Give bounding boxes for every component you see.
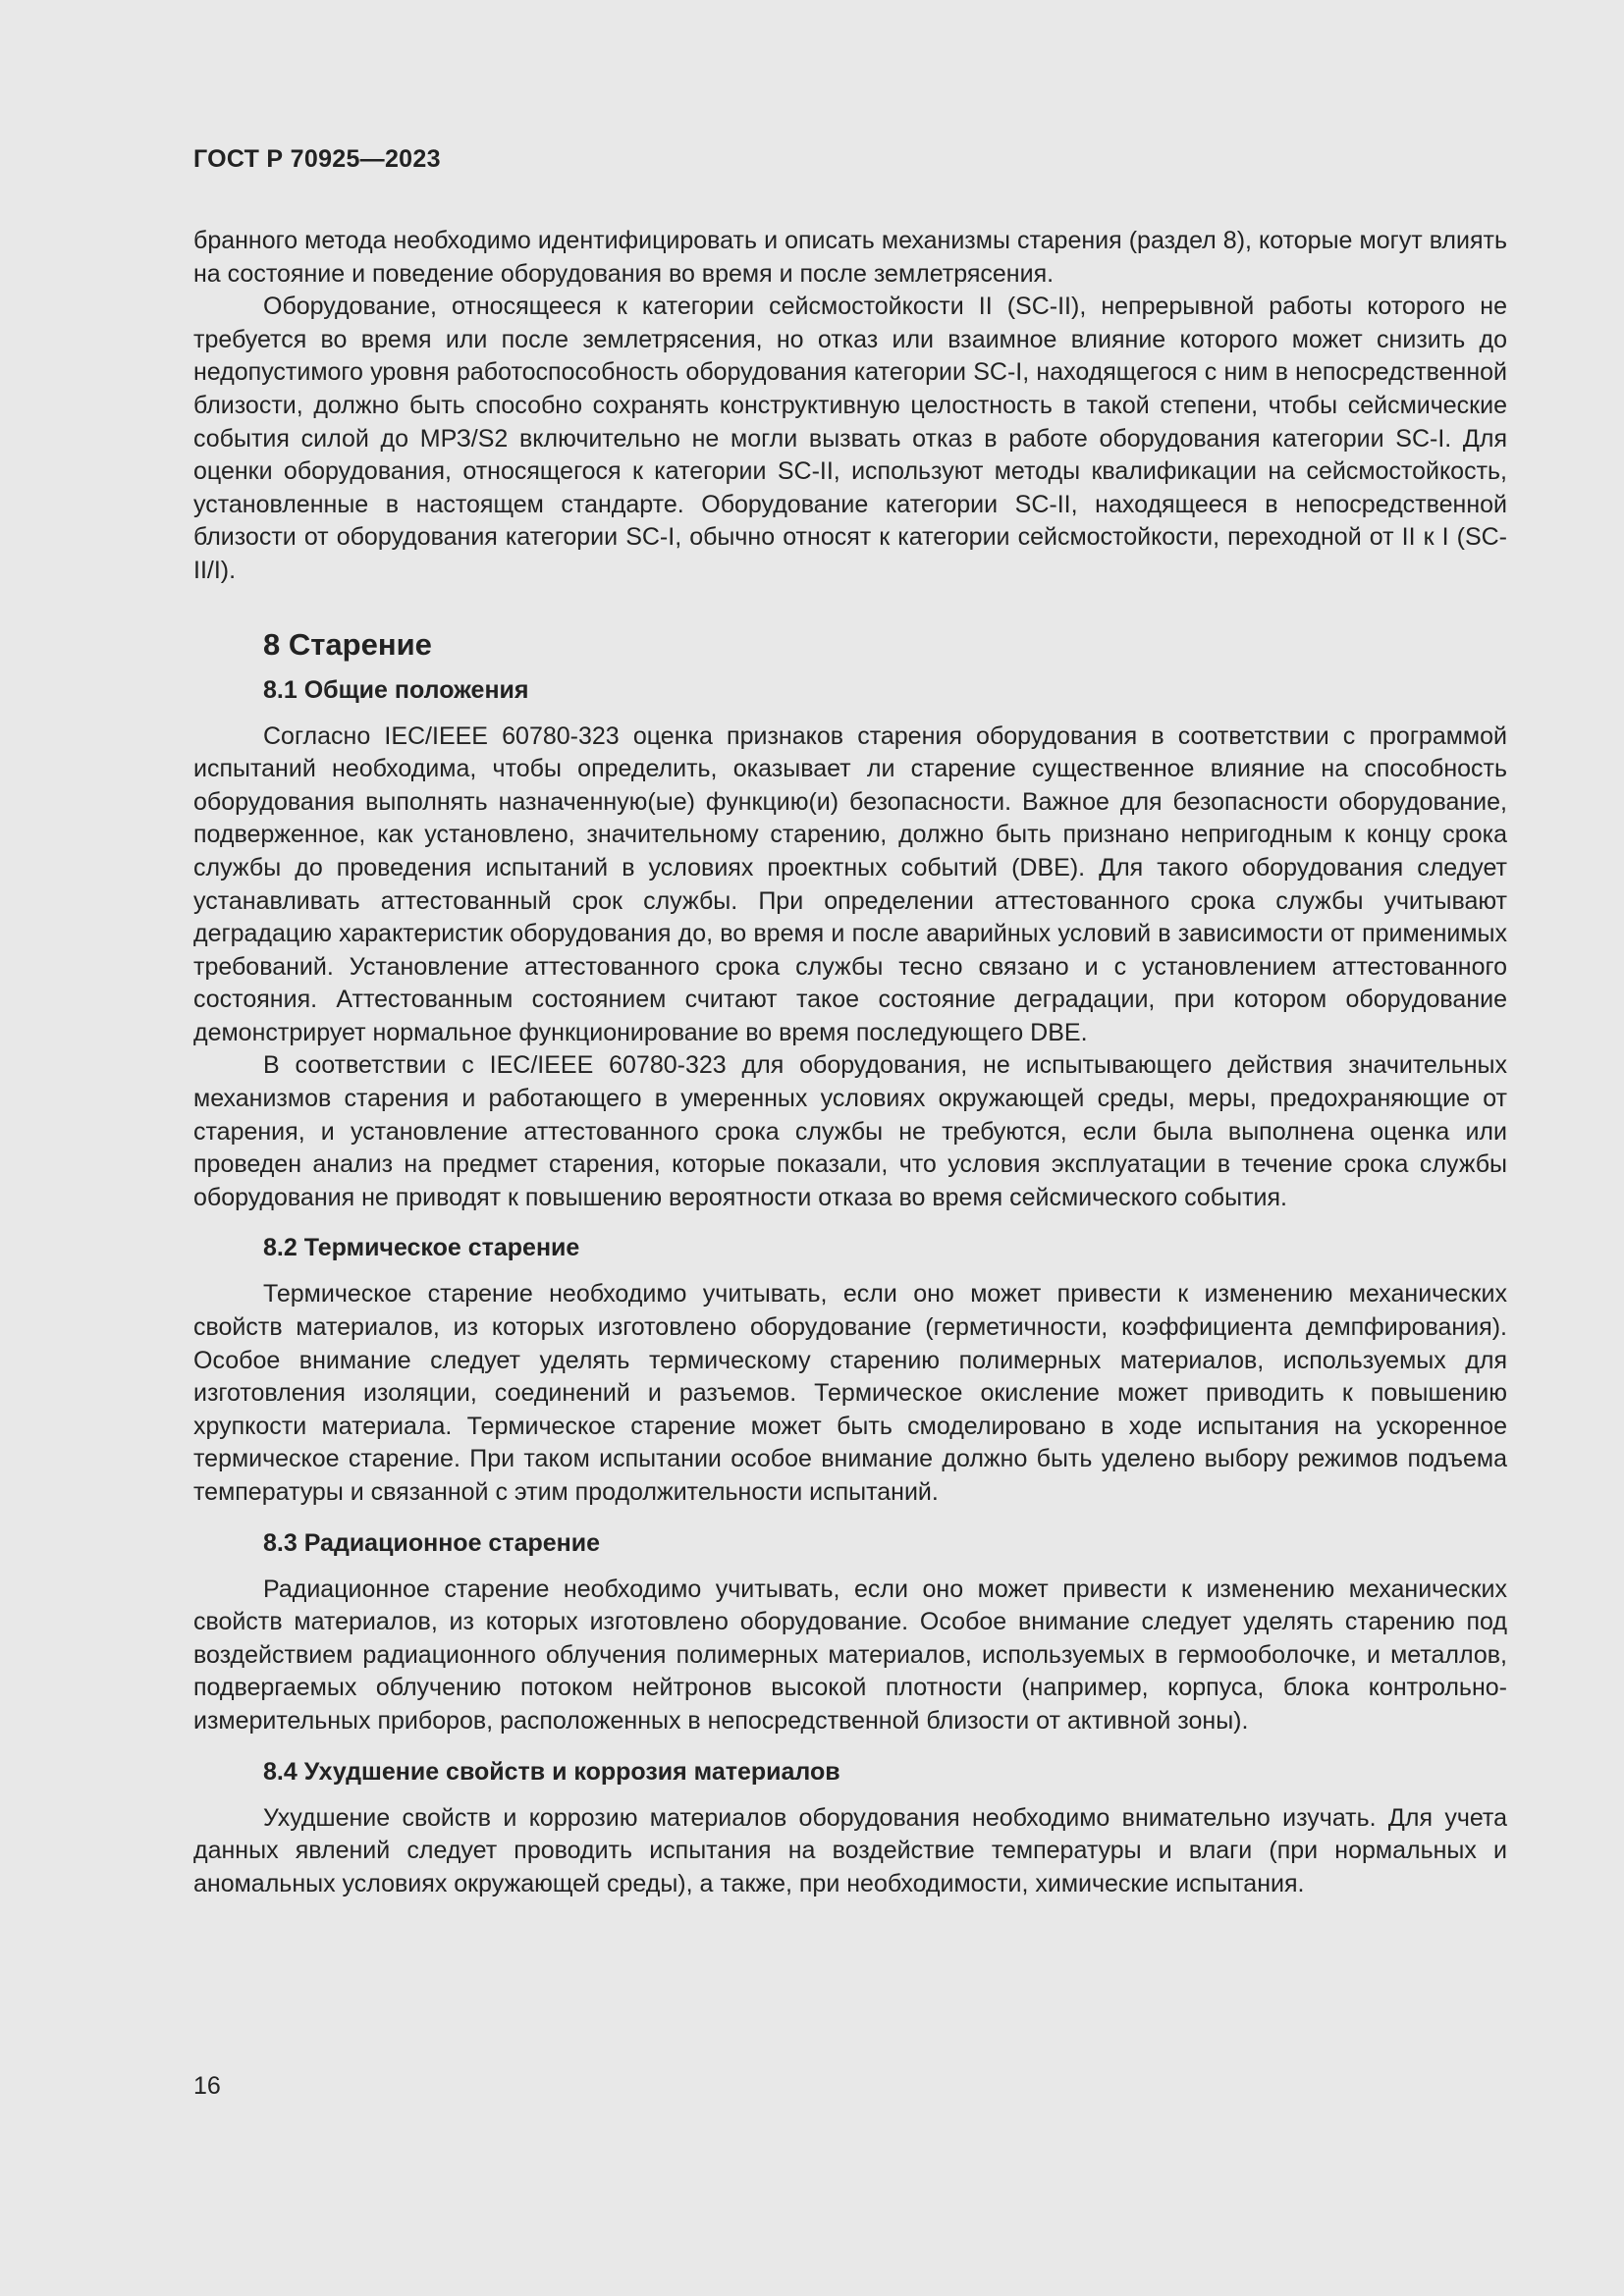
paragraph-continuation: бранного метода необходимо идентифицировать и описать механизмы старения (раздел 8), которые могут влиять на состояние и поведение оборудования во время и после землетрясения. [193,227,1507,288]
subsection-title-general: 8.1 Общие положения [263,675,529,704]
subsection-title-radiation: 8.3 Радиационное старение [263,1528,601,1557]
paragraph-general-2: В соответствии с IEC/IEEE 60780-323 для оборудования, не испытывающего действия значительных механизмов старения и работающего в умеренных условиях окружающей среды, меры, предохраняющие от старения, и установление аттестованного срока службы не требуются, если была выполнена оценка или проведен анализ на предмет старения, которые показали, что условия эксплуатации в течение срока службы оборудования не приводят к повышению вероятности отказа во время сейсмического события. [193,1051,1507,1211]
paragraph-thermal: Термическое старение необходимо учитывать, если оно может привести к изменению механических свойств материалов, из которых изготовлено оборудование (герметичности, коэффициента демпфирования). Особое внимание следует уделять термическому старению полимерных материалов, используемых для изготовления изоляции, соединений и разъемов. Термическое окисление может приводить к повышению хрупкости материала. Термическое старение может быть смоделировано в ходе испытания на ускоренное термическое старение. При таком испытании особое внимание должно быть уделено выбору режимов подъема температуры и связанной с этим продолжительности испытаний. [193,1280,1507,1506]
page-number: 16 [193,2072,221,2100]
paragraph-general-1: Согласно IEC/IEEE 60780-323 оценка признаков старения оборудования в соответствии с программой испытаний необходима, чтобы определить, оказывает ли старение существенное влияние на способность оборудования выполнять назначенную(ые) функцию(и) безопасности. Важное для безопасности оборудование, подверженное, как установлено, значительному старению, должно быть признано непригодным к концу срока службы до проведения испытаний в условиях проектных событий (DBE). Для такого оборудования следует устанавливать аттестованный срок службы. При определении аттестованного срока службы учитывают деградацию характеристик оборудования до, во время и после аварийных условий в зависимости от применимых требований. Установление аттестованного срока службы тесно связано и с установлением аттестованного состояния. Аттестованным состоянием считают такое состояние деградации, при котором оборудование демонстрирует нормальное функционирование во время последующего DBE. [193,721,1507,1046]
subsection-title-thermal: 8.2 Термическое старение [263,1234,580,1262]
paragraph-corrosion: Ухудшение свойств и коррозию материалов оборудования необходимо внимательно изучать. Для учета данных явлений следует проводить испытания на воздействие температуры и влаги (при нормальных и аномальных условиях окружающей среды), а также, при необходимости, химические испытания. [193,1803,1507,1897]
subsection-title-corrosion: 8.4 Ухудшение свойств и коррозия материалов [263,1757,840,1786]
document-body [193,225,1507,1900]
section-title-aging: 8 Старение [263,626,432,662]
paragraph-sc-ii: Оборудование, относящееся к категории сейсмостойкости II (SC-II), непрерывной работы которого не требуется во время или после землетрясения, но отказ или взаимное влияние которого может снизить до недопустимого уровня работоспособность оборудования категории SC-I, находящегося с ним в непосредственной близости, должно быть способно сохранять конструктивную целостность в такой степени, чтобы сейсмические события силой до МРЗ/S2 включительно не могли вызвать отказ в работе оборудования категории SC-I. Для оценки оборудования, относящегося к категории SC-II, используют методы квалификации на сейсмостойкость, установленные в настоящем стандарте. Оборудование категории SC-II, находящееся в непосредственной близости от оборудования категории SC-I, обычно относят к категории сейсмостойкости, переходной от II к I (SC-II/I). [193,293,1507,584]
paragraph-radiation: Радиационное старение необходимо учитывать, если оно может привести к изменению механических свойств материалов, из которых изготовлено оборудование. Особое внимание следует уделять старению под воздействием радиационного облучения полимерных материалов, используемых в гермооболочке, и металлов, подвергаемых облучению потоком нейтронов высокой плотности (например, корпуса, блока контрольно-измерительных приборов, расположенных в непосредственной близости от активной зоны). [193,1575,1507,1735]
document-code-header: ГОСТ Р 70925—2023 [193,145,441,173]
